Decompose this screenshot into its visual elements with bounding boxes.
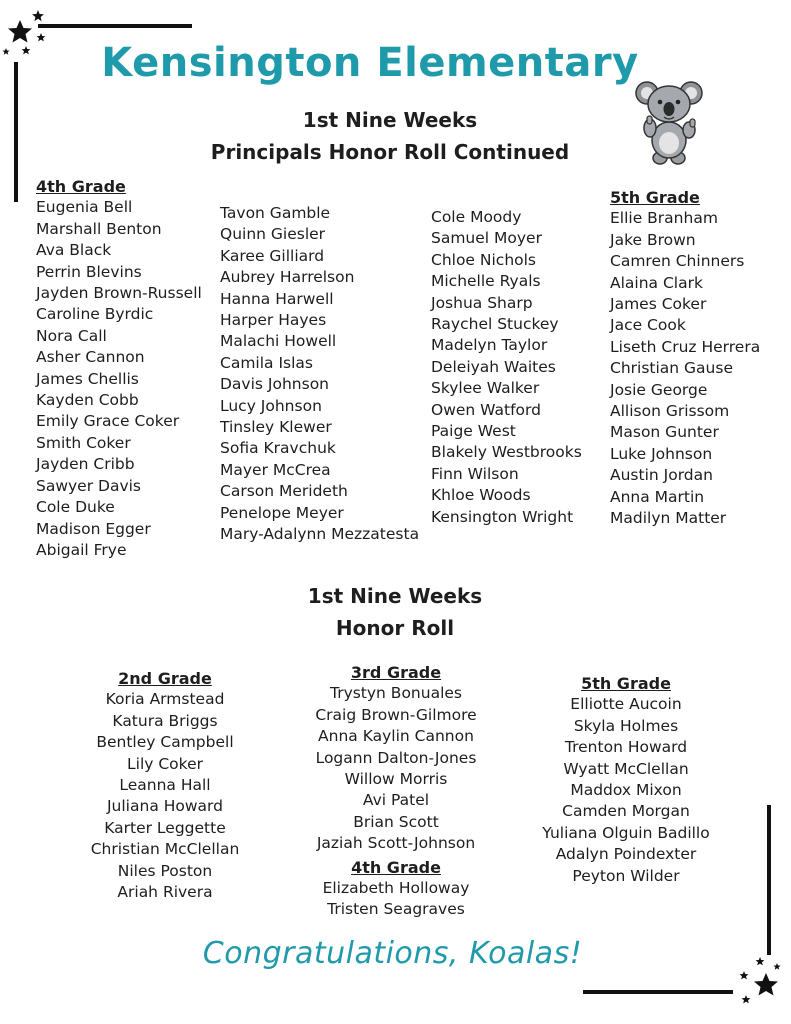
student-name: Avi Patel	[362, 791, 430, 810]
bottom-right-frame-line-v	[767, 805, 771, 955]
student-name: Katura Briggs	[112, 711, 218, 730]
student-name: Jayden Cribb	[36, 455, 135, 474]
student-name: Leanna Hall	[119, 776, 211, 795]
student-name: Craig Brown-Gilmore	[315, 705, 477, 724]
student-name: Brian Scott	[353, 812, 439, 831]
student-name: Harper Hayes	[220, 311, 327, 330]
grade-heading-4th: 4th Grade	[36, 177, 126, 196]
grade-heading-3rd: 3rd Grade	[350, 663, 442, 682]
student-name: Cole Moody	[431, 208, 522, 226]
student-name: Luke Johnson	[610, 444, 713, 463]
student-name: Smith Coker	[36, 433, 131, 452]
student-name: Elliotte Aucoin	[570, 695, 682, 714]
student-name: Madelyn Taylor	[431, 336, 548, 355]
student-name: Hanna Harwell	[220, 289, 334, 308]
student-name: Liseth Cruz Herrera	[610, 337, 761, 356]
student-name: Lily Coker	[127, 754, 203, 773]
student-name: Yuliana Olguin Badillo	[542, 823, 710, 842]
student-name: Abigail Frye	[36, 540, 127, 559]
student-name: Jake Brown	[610, 230, 696, 249]
name-list	[610, 208, 760, 529]
student-name: Ellie Branham	[610, 209, 718, 228]
principals-heading-line2: Principals Honor Roll Continued	[210, 140, 570, 164]
student-name: Sofia Kravchuk	[220, 439, 336, 458]
student-name: Elizabeth Holloway	[322, 879, 470, 898]
student-name: Jaziah Scott-Johnson	[316, 834, 476, 853]
student-name: Mayer McCrea	[220, 460, 331, 479]
student-name: Austin Jordan	[610, 466, 713, 485]
student-name: Anna Kaylin Cannon	[318, 727, 474, 746]
student-name: Michelle Ryals	[431, 272, 541, 291]
name-list	[516, 694, 736, 887]
student-name: Marshall Benton	[36, 219, 162, 238]
principals-col-5th-grade	[610, 187, 760, 530]
principals-col-2	[220, 203, 419, 546]
student-name: Tavon Gamble	[220, 204, 331, 222]
student-name: Jace Cook	[610, 316, 686, 335]
student-name: Sawyer Davis	[36, 476, 142, 495]
student-name: Kensington Wright	[431, 507, 574, 526]
student-name: Willow Morris	[344, 770, 448, 789]
student-name: Aubrey Harrelson	[220, 268, 355, 287]
student-name: Madilyn Matter	[610, 509, 727, 528]
student-name: Samuel Moyer	[431, 229, 542, 248]
bottom-right-frame-line-h	[583, 990, 733, 994]
student-name: Kayden Cobb	[36, 391, 139, 410]
student-name: Finn Wilson	[431, 464, 519, 483]
student-name: Caroline Byrdic	[36, 305, 154, 324]
student-name: Blakely Westbrooks	[431, 443, 582, 462]
student-name: Bentley Campbell	[96, 733, 234, 752]
student-name: Eugenia Bell	[36, 198, 133, 217]
honor-heading	[145, 580, 645, 644]
honor-heading-line1: 1st Nine Weeks	[307, 584, 483, 608]
student-name: Christian Gause	[610, 359, 733, 378]
student-name: Ariah Rivera	[117, 883, 213, 902]
student-name: Alaina Clark	[610, 273, 703, 292]
student-name: Paige West	[431, 422, 516, 441]
student-name: Cole Duke	[36, 498, 115, 517]
student-name: Skyla Holmes	[573, 716, 679, 735]
student-name: Camila Islas	[220, 353, 313, 372]
student-name: Trenton Howard	[564, 738, 688, 757]
student-name: Madison Egger	[36, 519, 151, 538]
student-name: Khloe Woods	[431, 486, 531, 505]
grade-heading-5th: 5th Grade	[581, 674, 671, 693]
page-title: Kensington Elementary	[101, 40, 639, 86]
student-name: Jayden Brown-Russell	[36, 284, 202, 303]
student-name: Malachi Howell	[220, 332, 337, 351]
name-list	[286, 683, 506, 854]
student-name: Mary-Adalynn Mezzatesta	[220, 525, 420, 544]
student-name: James Coker	[610, 295, 707, 314]
principals-col-4th-grade	[36, 176, 202, 561]
principals-col-3	[431, 207, 582, 528]
student-name: Trystyn Bonuales	[330, 684, 462, 703]
principals-heading-line1: 1st Nine Weeks	[302, 108, 478, 132]
student-name: Josie George	[610, 380, 708, 399]
principals-heading	[140, 104, 640, 168]
student-name: Camren Chinners	[610, 252, 745, 271]
student-name: Perrin Blevins	[36, 262, 142, 281]
name-list	[220, 203, 419, 546]
honor-col-3rd-grade	[286, 662, 506, 921]
student-name: Karter Leggette	[104, 818, 226, 837]
student-name: Skylee Walker	[431, 379, 540, 398]
student-name: Davis Johnson	[220, 375, 329, 394]
grade-heading-5th: 5th Grade	[610, 188, 700, 207]
student-name: Anna Martin	[610, 487, 705, 506]
student-name: Camden Morgan	[562, 802, 690, 821]
student-name: James Chellis	[36, 369, 139, 388]
student-name: Christian McClellan	[90, 840, 240, 859]
student-name: Peyton Wilder	[572, 866, 680, 885]
student-name: Nora Call	[36, 326, 107, 345]
grade-heading-2nd: 2nd Grade	[118, 669, 212, 688]
student-name: Penelope Meyer	[220, 503, 344, 522]
student-name: Koria Armstead	[105, 690, 225, 709]
name-list	[286, 878, 506, 921]
student-name: Logann Dalton-Jones	[315, 748, 477, 767]
top-left-frame-line-h	[38, 24, 192, 28]
congratulations-text: Congratulations, Koalas!	[202, 936, 583, 971]
student-name: Juliana Howard	[106, 797, 223, 816]
student-name: Quinn Giesler	[220, 225, 326, 244]
student-name: Raychel Stuckey	[431, 315, 559, 334]
student-name: Niles Poston	[117, 861, 213, 880]
student-name: Chloe Nichols	[431, 250, 537, 269]
student-name: Wyatt McClellan	[563, 759, 689, 778]
student-name: Joshua Sharp	[431, 293, 533, 312]
grade-heading-4th: 4th Grade	[351, 857, 441, 877]
student-name: Maddox Mixon	[570, 781, 682, 800]
student-name: Karee Gilliard	[220, 246, 325, 265]
name-list	[65, 689, 265, 903]
student-name: Deleiyah Waites	[431, 357, 556, 376]
student-name: Carson Merideth	[220, 482, 348, 501]
name-list	[431, 207, 582, 528]
student-name: Ava Black	[36, 241, 112, 260]
student-name: Lucy Johnson	[220, 396, 322, 415]
name-list	[36, 197, 202, 561]
student-name: Emily Grace Coker	[36, 412, 180, 431]
student-name: Tristen Seagraves	[327, 900, 465, 919]
student-name: Owen Watford	[431, 400, 541, 419]
student-name: Allison Grissom	[610, 402, 730, 421]
student-name: Tinsley Klewer	[220, 418, 332, 437]
student-name: Asher Cannon	[36, 348, 145, 367]
student-name: Mason Gunter	[610, 423, 719, 442]
honor-col-2nd-grade	[65, 668, 265, 903]
koala-icon	[634, 78, 706, 168]
honor-heading-line2: Honor Roll	[335, 616, 455, 640]
honor-col-5th-grade	[516, 673, 736, 887]
student-name: Adalyn Poindexter	[555, 845, 697, 864]
